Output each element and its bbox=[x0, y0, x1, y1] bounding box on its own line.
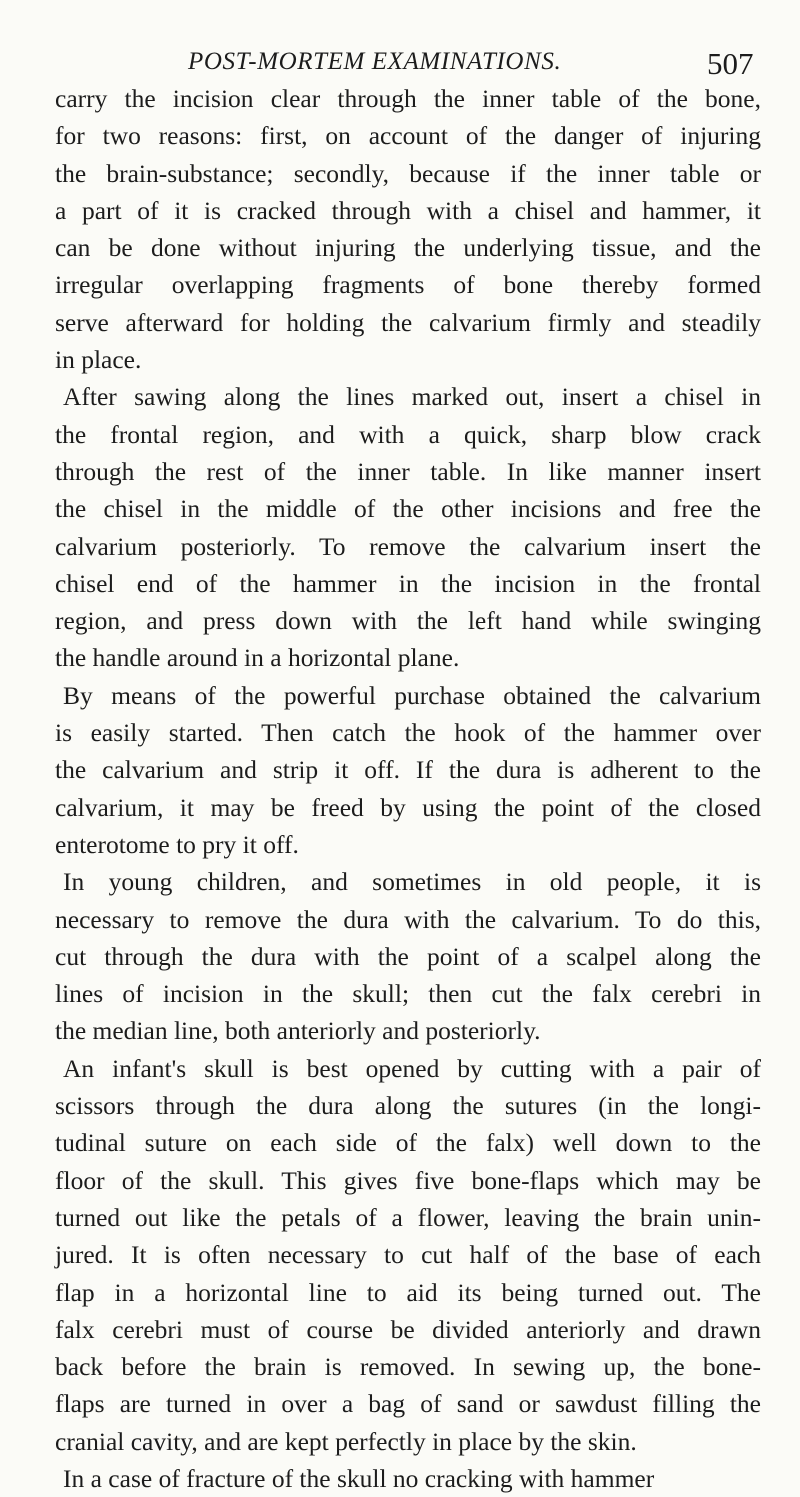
text-line: carry the incision clear through the inner table of the bone, bbox=[55, 84, 761, 113]
text-line: the calvarium and strip it off. If the dura is adherent to the bbox=[55, 755, 761, 785]
page-number: 507 bbox=[707, 46, 754, 81]
text-line: In a case of fracture of the skull no cracking with hammer bbox=[63, 1463, 655, 1493]
text-line: region, and press down with the left hand while swinging bbox=[55, 606, 761, 636]
text-line: tudinal suture on each side of the falx) well down to the bbox=[55, 1128, 761, 1158]
text-line: necessary to remove the dura with the calvarium. To do this, bbox=[55, 904, 761, 934]
running-head: POST-MORTEM EXAMINATIONS. bbox=[188, 48, 562, 75]
text-line: through the rest of the inner table. In like manner insert bbox=[55, 456, 761, 486]
text-line: calvarium posteriorly. To remove the calvarium insert the bbox=[55, 531, 761, 561]
text-line: turned out like the petals of a flower, leaving the brain unin- bbox=[55, 1202, 761, 1232]
text-line: jured. It is often necessary to cut half of the base of each bbox=[55, 1240, 761, 1270]
text-line: chisel end of the hammer in the incision in the frontal bbox=[55, 568, 761, 598]
text-line: can be done without injuring the underlying tissue, and the bbox=[55, 233, 761, 263]
text-line: flaps are turned in over a bag of sand or sawdust filling the bbox=[55, 1389, 761, 1419]
text-line: is easily started. Then catch the hook of the hammer over bbox=[55, 718, 761, 748]
text-line: floor of the skull. This gives five bone-flaps which may be bbox=[55, 1165, 761, 1195]
text-line: the frontal region, and with a quick, sharp blow crack bbox=[55, 419, 761, 449]
text-line: falx cerebri must of course be divided anteriorly and drawn bbox=[55, 1314, 761, 1344]
body-text bbox=[55, 80, 761, 1497]
text-line: scissors through the dura along the sutures (in the longi- bbox=[55, 1091, 761, 1121]
text-line: calvarium, it may be freed by using the point of the closed bbox=[55, 792, 761, 822]
text-line: In young children, and sometimes in old people, it is bbox=[63, 867, 761, 897]
text-line: a part of it is cracked through with a chisel and hammer, it bbox=[55, 195, 761, 225]
text-line: the chisel in the middle of the other incisions and free the bbox=[55, 494, 761, 524]
text-line: cranial cavity, and are kept perfectly in place by the skin. bbox=[55, 1426, 637, 1456]
text-line: irregular overlapping fragments of bone thereby formed bbox=[55, 270, 761, 300]
text-line: the median line, both anteriorly and posteriorly. bbox=[55, 1016, 541, 1046]
text-line: back before the brain is removed. In sewing up, the bone- bbox=[55, 1352, 761, 1382]
text-line: the brain-substance; secondly, because if the inner table or bbox=[55, 158, 761, 188]
text-line: for two reasons: first, on account of the danger of injuring bbox=[55, 121, 761, 151]
text-line: enterotome to pry it off. bbox=[55, 829, 299, 859]
text-line: After sawing along the lines marked out, insert a chisel in bbox=[63, 382, 761, 412]
text-line: lines of incision in the skull; then cut the falx cerebri in bbox=[55, 979, 761, 1009]
text-line: By means of the powerful purchase obtained the calvarium bbox=[63, 680, 761, 710]
text-line: the handle around in a horizontal plane. bbox=[55, 643, 460, 673]
text-line: serve afterward for holding the calvarium firmly and steadily bbox=[55, 307, 761, 337]
text-line: in place. bbox=[55, 345, 142, 375]
text-line: An infant's skull is best opened by cutting with a pair of bbox=[63, 1053, 761, 1083]
text-line: flap in a horizontal line to aid its being turned out. The bbox=[55, 1277, 761, 1307]
text-line: cut through the dura with the point of a scalpel along the bbox=[55, 941, 761, 971]
